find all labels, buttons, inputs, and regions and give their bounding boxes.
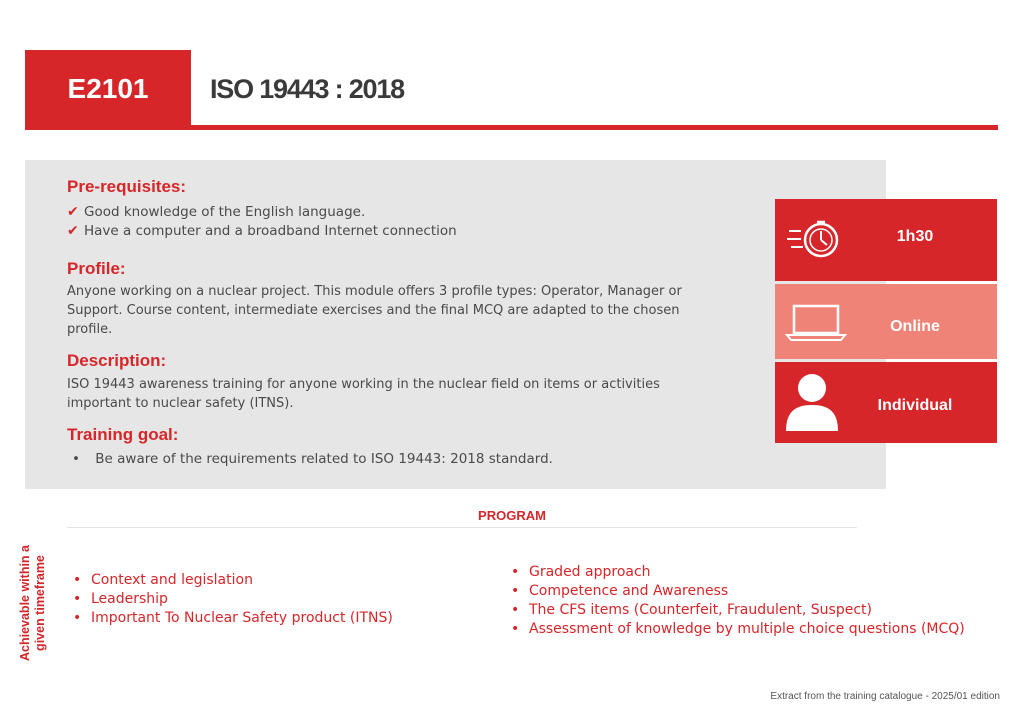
- program-item-text: Graded approach: [529, 564, 651, 580]
- timeframe-label-line: given timeframe: [33, 555, 47, 651]
- description-line: ISO 19443 awareness training for anyone working in the nuclear field on items or activities: [67, 377, 660, 392]
- course-code-badge: [25, 50, 191, 127]
- footer-note: Extract from the training catalogue - 2025/01 edition: [770, 691, 1000, 702]
- format-card: [775, 284, 997, 359]
- description-heading: Description:: [67, 351, 167, 370]
- program-item-text: Important To Nuclear Safety product (ITNS): [91, 610, 393, 626]
- description-line: important to nuclear safety (ITNS).: [67, 396, 294, 411]
- bullet-icon: •: [511, 564, 520, 580]
- bullet-icon: •: [511, 621, 520, 637]
- bullet-icon: •: [511, 583, 520, 599]
- laptop-icon: [785, 304, 847, 342]
- training-goal-item: [72, 451, 553, 467]
- program-item: [511, 564, 651, 580]
- program-divider: [67, 527, 857, 528]
- program-item: [511, 621, 965, 637]
- prerequisites-heading: Pre-requisites:: [67, 177, 187, 196]
- mode-label: Individual: [877, 397, 953, 414]
- clock-icon: [787, 219, 843, 261]
- bullet-icon: •: [73, 591, 82, 607]
- person-icon: [786, 373, 838, 431]
- program-item: [511, 583, 728, 599]
- program-item: [73, 572, 253, 588]
- program-item: [511, 602, 872, 618]
- timeframe-label-line: Achievable within a: [18, 545, 32, 662]
- prerequisite-text: Good knowledge of the English language.: [84, 204, 366, 220]
- bullet-icon: •: [73, 610, 82, 626]
- profile-line: Support. Course content, intermediate exercises and the final MCQ are adapted to the chosen: [67, 303, 680, 318]
- program-item-text: The CFS items (Counterfeit, Fraudulent, Suspect): [529, 602, 872, 618]
- course-title: ISO 19443 : 2018: [210, 74, 404, 104]
- program-item: [73, 591, 168, 607]
- training-goal-heading: Training goal:: [67, 425, 179, 444]
- duration-label: 1h30: [896, 228, 934, 245]
- format-label: Online: [890, 318, 940, 335]
- program-item-text: Competence and Awareness: [529, 583, 729, 599]
- profile-line: Anyone working on a nuclear project. This module offers 3 profile types: Operator, Manager or: [67, 284, 682, 299]
- prerequisite-item: [67, 204, 365, 220]
- program-item-text: Leadership: [91, 591, 168, 607]
- program-item: [73, 610, 393, 626]
- profile-text: [67, 282, 737, 339]
- program-title: PROGRAM: [478, 508, 546, 523]
- profile-heading: Profile:: [67, 259, 126, 278]
- timeframe-label: [18, 543, 48, 663]
- check-icon: ✔: [67, 223, 79, 239]
- profile-line: profile.: [67, 322, 113, 337]
- check-icon: ✔: [67, 204, 79, 220]
- description-text: [67, 375, 737, 413]
- duration-card: [775, 199, 997, 281]
- bullet-icon: •: [511, 602, 520, 618]
- prerequisite-item: [67, 223, 457, 239]
- program-item-text: Context and legislation: [91, 572, 253, 588]
- bullet-icon: •: [72, 451, 80, 467]
- course-code: E2101: [67, 72, 149, 104]
- title-divider: [25, 125, 998, 130]
- bullet-icon: •: [73, 572, 82, 588]
- program-item-text: Assessment of knowledge by multiple choice questions (MCQ): [529, 621, 965, 637]
- prerequisite-text: Have a computer and a broadband Internet connection: [84, 223, 457, 239]
- mode-card: [775, 362, 997, 443]
- training-goal-text: Be aware of the requirements related to ISO 19443: 2018 standard.: [95, 451, 553, 467]
